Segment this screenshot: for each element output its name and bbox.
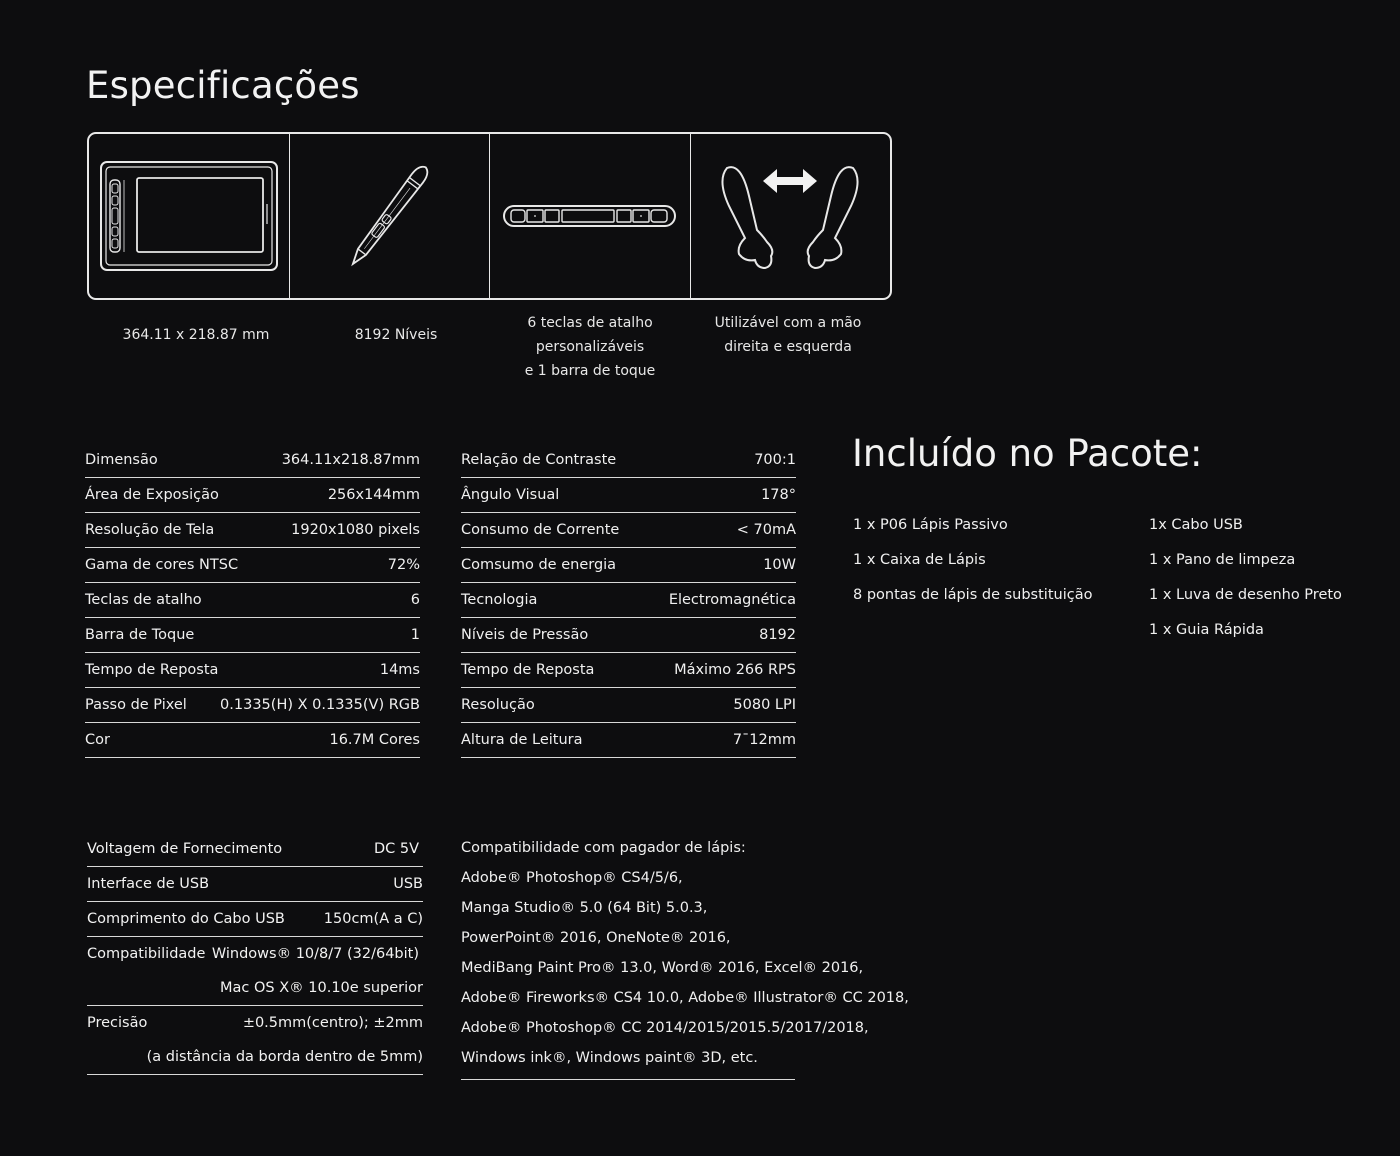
package-item: 1 x Guia Rápida bbox=[1149, 622, 1264, 638]
compat-item: Adobe® Photoshop® CS4/5/6, bbox=[461, 870, 683, 886]
hands-icon bbox=[715, 156, 865, 276]
spec-table-power bbox=[87, 832, 423, 1075]
spec-row: Tempo de Reposta Máximo 266 RPS bbox=[461, 653, 796, 688]
compat-item: Adobe® Photoshop® CC 2014/2015/2015.5/2017/2018, bbox=[461, 1020, 869, 1036]
compat-item: Windows ink®, Windows paint® 3D, etc. bbox=[461, 1050, 758, 1066]
feature-tablet bbox=[89, 134, 290, 298]
feature-caption-pen: 8192 Níveis bbox=[354, 327, 438, 343]
package-list-left bbox=[853, 515, 1092, 620]
compat-item: MediBang Paint Pro® 13.0, Word® 2016, Excel® 2016, bbox=[461, 960, 864, 976]
package-item: 8 pontas de lápis de substituição bbox=[853, 587, 1093, 603]
feature-caption-hands: Utilizável com a mão direita e esquerda bbox=[714, 315, 862, 355]
spec-row: Gama de cores NTSC 72% bbox=[85, 548, 420, 583]
package-item: 1 x P06 Lápis Passivo bbox=[853, 517, 1008, 533]
spec-row: Resolução de Tela 1920x1080 pixels bbox=[85, 513, 420, 548]
package-list-right bbox=[1149, 515, 1342, 655]
spec-row: Relação de Contraste 700:1 bbox=[461, 443, 796, 478]
spec-row: Precisão ±0.5mm(centro); ±2mm bbox=[87, 1015, 423, 1031]
spec-table-display bbox=[85, 443, 420, 758]
spec-row: Passo de Pixel 0.1335(H) X 0.1335(V) RGB bbox=[85, 688, 420, 723]
feature-caption-keys: 6 teclas de atalho personalizáveis e 1 barra de toque bbox=[524, 315, 656, 379]
compatible-software-list bbox=[461, 833, 909, 1080]
package-item: 1 x Caixa de Lápis bbox=[853, 552, 986, 568]
pen-icon bbox=[324, 151, 454, 281]
spec-row: Dimensão 364.11x218.87mm bbox=[85, 443, 420, 478]
compat-item: Adobe® Fireworks® CS4 10.0, Adobe® Illustrator® CC 2018, bbox=[461, 990, 909, 1006]
spec-row: Altura de Leitura 7¯12mm bbox=[461, 723, 796, 758]
package-item: 1 x Pano de limpeza bbox=[1149, 552, 1296, 568]
spec-row: Resolução 5080 LPI bbox=[461, 688, 796, 723]
spec-row: Tempo de Reposta 14ms bbox=[85, 653, 420, 688]
package-item: 1 x Luva de desenho Preto bbox=[1149, 587, 1342, 603]
feature-pen bbox=[290, 134, 491, 298]
package-item: 1x Cabo USB bbox=[1149, 517, 1243, 533]
compat-item: Manga Studio® 5.0 (64 Bit) 5.0.3, bbox=[461, 900, 708, 916]
spec-row: Barra de Toque 1 bbox=[85, 618, 420, 653]
spec-row: Voltagem de Fornecimento DC 5V bbox=[87, 832, 423, 867]
spec-row: Área de Exposição 256x144mm bbox=[85, 478, 420, 513]
spec-row: Interface de USB USB bbox=[87, 867, 423, 902]
page-title: Especificações bbox=[86, 64, 360, 107]
features-panel bbox=[87, 132, 892, 300]
spec-row: Consumo de Corrente < 70mA bbox=[461, 513, 796, 548]
tablet-icon bbox=[99, 160, 279, 272]
spec-row: Teclas de atalho 6 bbox=[85, 583, 420, 618]
spec-row: Tecnologia Electromagnética bbox=[461, 583, 796, 618]
shortcut-keys-icon bbox=[502, 201, 677, 231]
spec-row: (a distância da borda dentro de 5mm) bbox=[87, 1040, 423, 1075]
spec-row: Comprimento do Cabo USB 150cm(A a C) bbox=[87, 902, 423, 937]
spec-row: Ângulo Visual 178° bbox=[461, 478, 796, 513]
spec-table-pen bbox=[461, 443, 796, 758]
feature-caption-tablet: 364.11 x 218.87 mm bbox=[122, 327, 270, 343]
feature-hands bbox=[691, 134, 891, 298]
compat-item: PowerPoint® 2016, OneNote® 2016, bbox=[461, 930, 731, 946]
spec-row: Compatibilidade Windows® 10/8/7 (32/64bit) bbox=[87, 946, 419, 962]
compat-heading: Compatibilidade com pagador de lápis: bbox=[461, 840, 746, 856]
spec-row: Níveis de Pressão 8192 bbox=[461, 618, 796, 653]
feature-shortcut-keys bbox=[490, 134, 691, 298]
spec-row: Cor 16.7M Cores bbox=[85, 723, 420, 758]
spec-row: Comsumo de energia 10W bbox=[461, 548, 796, 583]
spec-row: Mac OS X® 10.10e superior bbox=[87, 971, 423, 1006]
package-title: Incluído no Pacote: bbox=[852, 432, 1203, 475]
